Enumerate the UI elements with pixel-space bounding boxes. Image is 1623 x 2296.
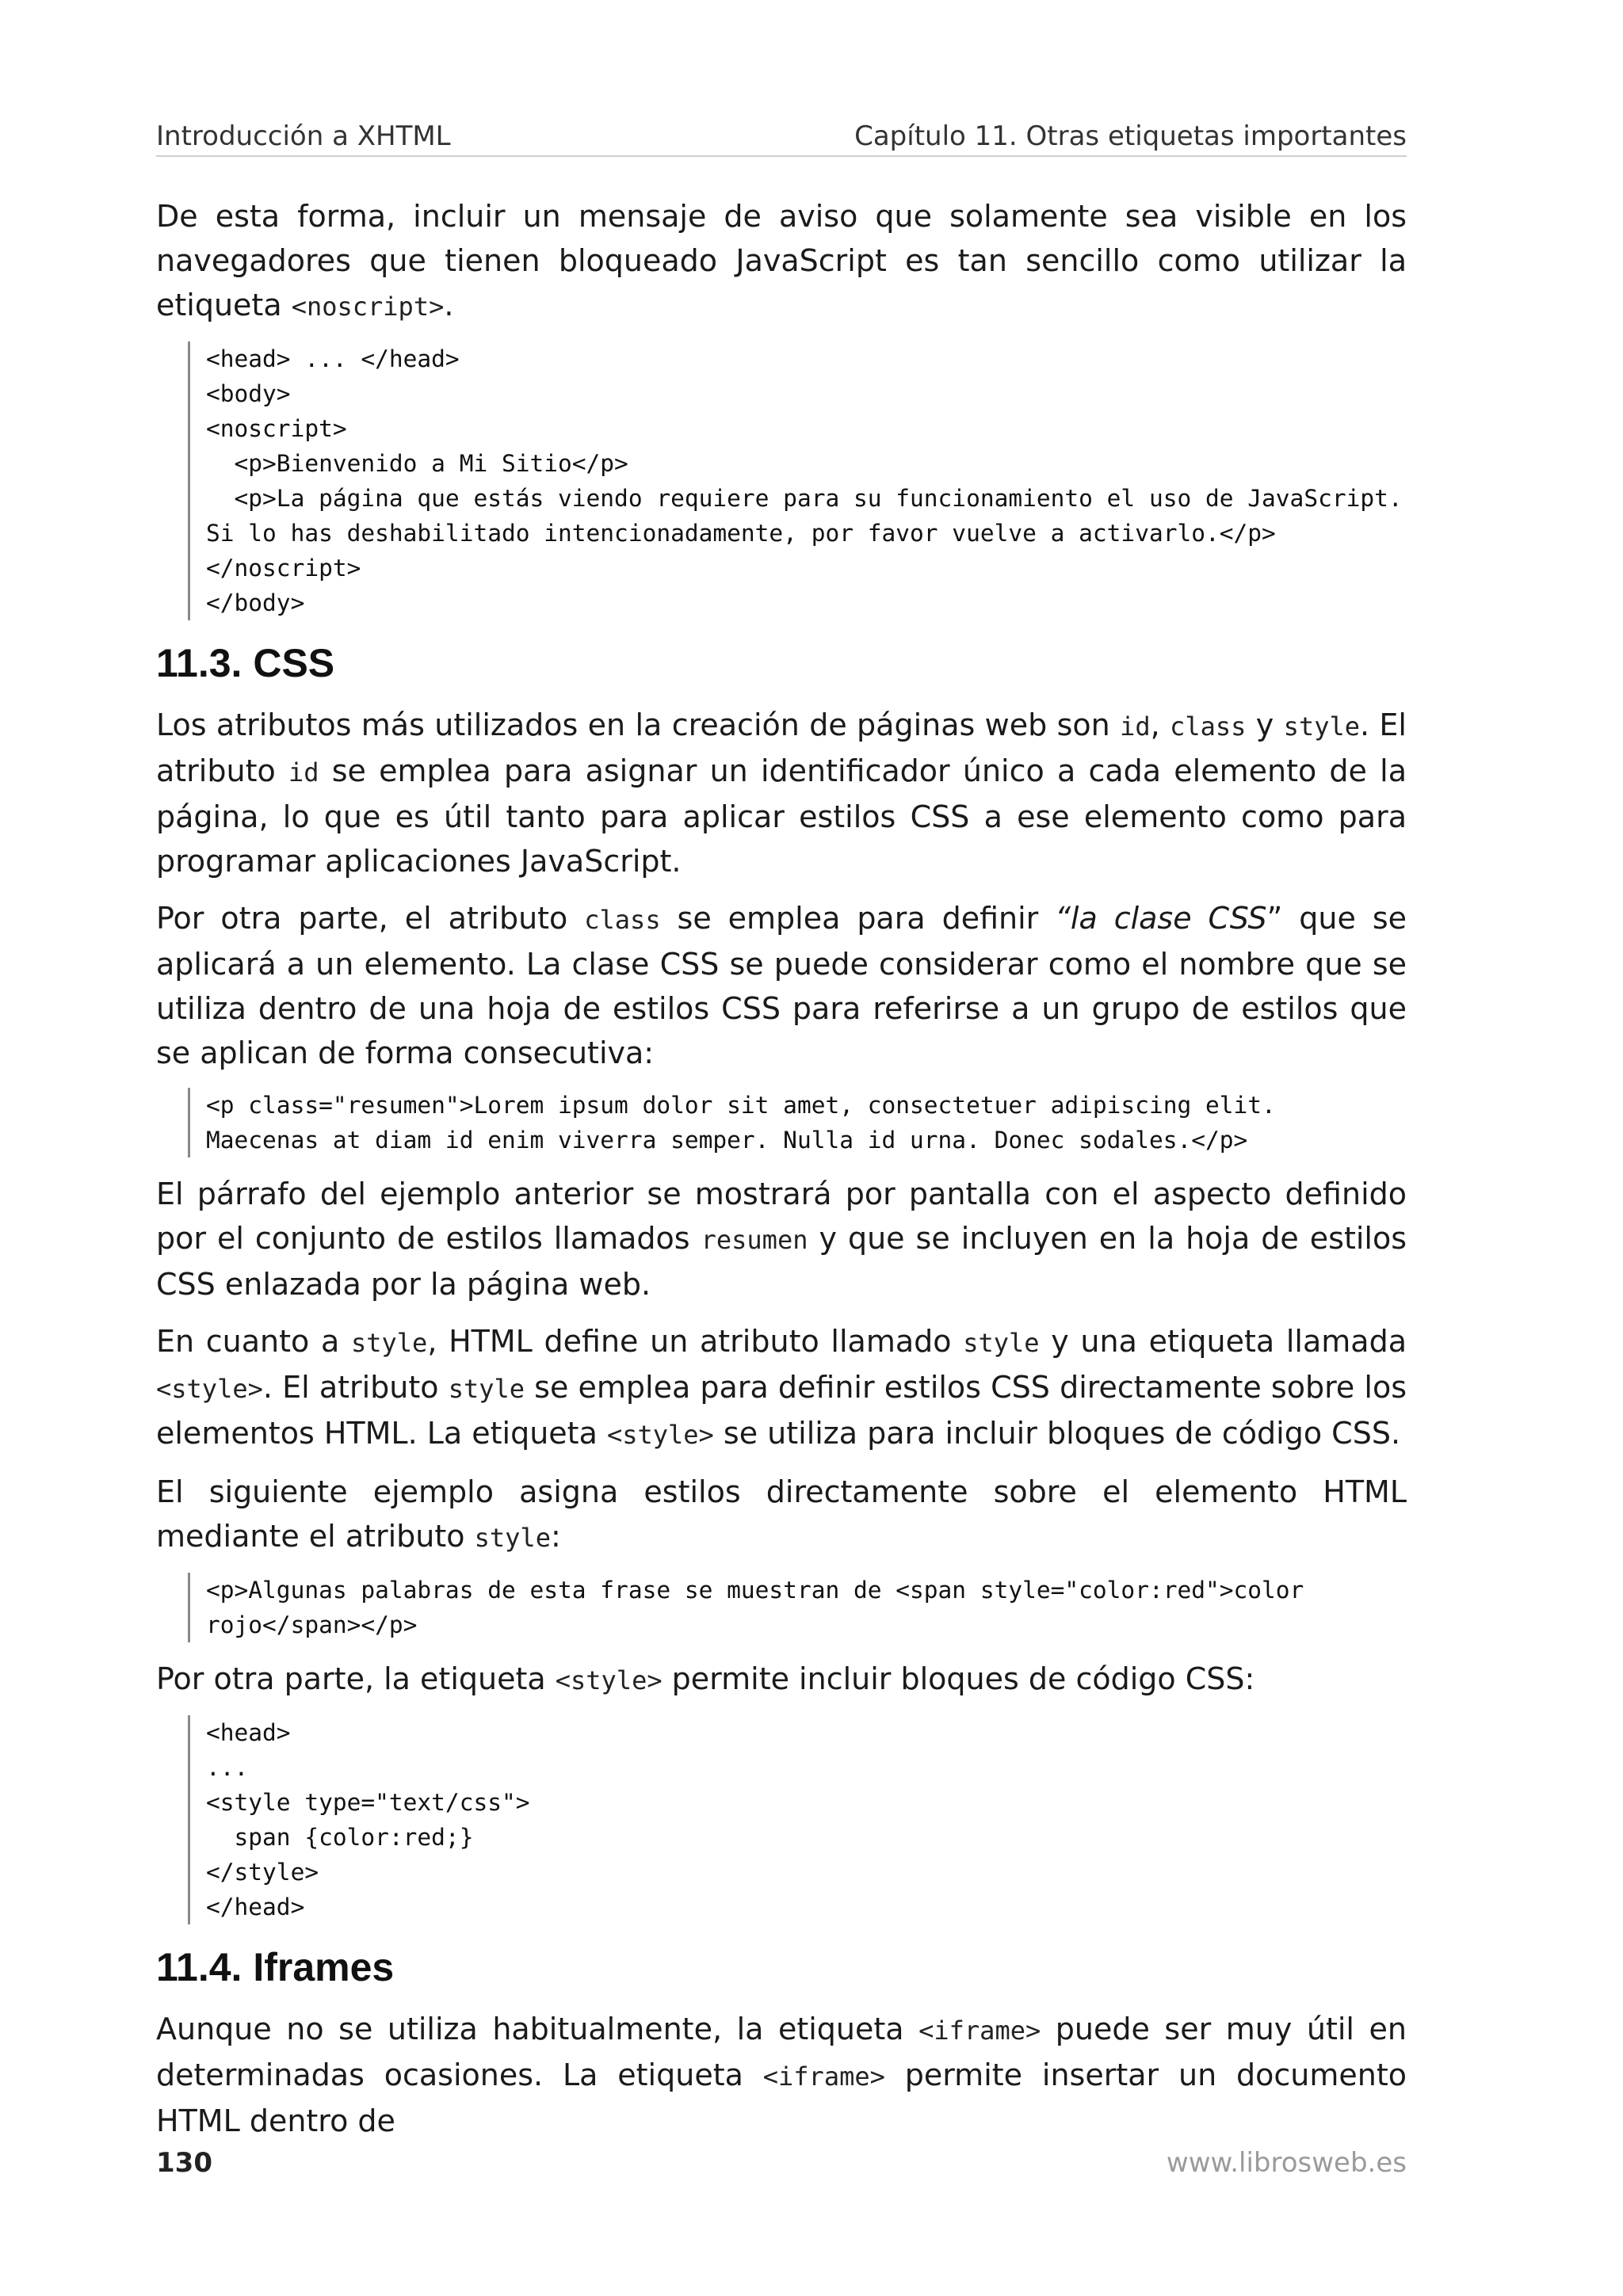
css-paragraph-2 [156, 896, 1407, 1075]
emphasis: “la clase CSS [1055, 901, 1267, 936]
text: Aunque no se utiliza habitualmente, la etiqueta [156, 2012, 919, 2046]
text: se emplea para asignar un identificador único a cada elemento de la página, lo que es útil tanto para aplicar estilos CSS a ese elemento como para programar aplicaciones JavaScript. [156, 753, 1407, 879]
inline-code: id [288, 757, 319, 788]
text: El párrafo del ejemplo anterior se mostrará por pantalla con el aspecto definido por el conjunto de estilos llamados [156, 1177, 1407, 1256]
text: . El atributo [156, 707, 1407, 788]
text: Por otra parte, el atributo [156, 901, 585, 936]
page-footer [156, 2147, 1407, 2187]
text: puede ser muy útil en determinadas ocasiones. La etiqueta [156, 2012, 1407, 2092]
css-paragraph-4 [156, 1319, 1407, 1457]
text: En cuanto a [156, 1324, 351, 1359]
code-block-noscript: <head> ... </head> <body> <noscript> <p>Bienvenido a Mi Sitio</p> <p>La página que estás viendo requiere para su funcionamiento el uso de JavaScript. Si lo has deshabilitado intencionadamente, por favor vuelve a activarlo.</p> </noscript> </body> [188, 341, 1407, 620]
text: , HTML define un atributo llamado [427, 1324, 964, 1359]
css-paragraph-1 [156, 703, 1407, 883]
css-paragraph-5 [156, 1470, 1407, 1560]
text: se utiliza para incluir bloques de código CSS. [713, 1416, 1401, 1451]
page-number: 130 [156, 2147, 212, 2179]
text: . El atributo [262, 1370, 449, 1405]
inline-code: resumen [701, 1225, 808, 1255]
inline-code: class [584, 905, 661, 935]
section-heading-css: 11.3. CSS [156, 641, 335, 685]
code-block-style-attr: <p>Algunas palabras de esta frase se muestran de <span style="color:red">color rojo</span></p> [188, 1573, 1407, 1642]
book-title: Introducción a XHTML [156, 120, 451, 152]
inline-code: <style> [555, 1665, 663, 1695]
inline-code: <style> [156, 1374, 263, 1404]
text: ” que se aplicará a un elemento. La clase CSS se puede considerar como el nombre que se utiliza dentro de una hoja de estilos CSS para referirse a un grupo de estilos que se aplican de forma consecutiva: [156, 901, 1407, 1070]
code-block-class: <p class="resumen">Lorem ipsum dolor sit amet, consectetuer adipiscing elit. Maecenas at diam id enim viverra semper. Nulla id urna. Donec sodales.</p> [188, 1088, 1407, 1158]
section-heading-iframes: 11.4. Iframes [156, 1945, 395, 1989]
text: Por otra parte, la etiqueta [156, 1661, 556, 1696]
inline-code: <iframe> [918, 2016, 1041, 2046]
text: se emplea para definir estilos CSS directamente sobre los elementos HTML. La etiqueta [156, 1370, 1407, 1451]
iframes-paragraph-1 [156, 2007, 1407, 2143]
css-paragraph-3 [156, 1172, 1407, 1306]
running-header [156, 119, 1407, 157]
text: y que se incluyen en la hoja de estilos CSS enlazada por la página web. [156, 1221, 1407, 1302]
text: permite insertar un documento HTML dentro de [156, 2058, 1407, 2138]
inline-code: style [963, 1328, 1040, 1358]
inline-code: id [1120, 711, 1151, 742]
inline-code: style [474, 1523, 551, 1553]
inline-code: <iframe> [762, 2061, 885, 2092]
inline-code: <noscript> [291, 292, 445, 322]
site-url: www.librosweb.es [1166, 2147, 1407, 2179]
inline-code: style [448, 1374, 525, 1404]
text: y una etiqueta llamada [1039, 1324, 1407, 1359]
inline-code: style [1283, 711, 1360, 742]
inline-code: style [350, 1328, 428, 1358]
text: permite incluir bloques de código CSS: [662, 1661, 1255, 1696]
text: Los atributos más utilizados en la creación de páginas web son [156, 707, 1121, 742]
text: : [550, 1519, 561, 1554]
inline-code: class [1170, 711, 1247, 742]
text: se emplea para definir [660, 901, 1056, 936]
text: El siguiente ejemplo asigna estilos directamente sobre el elemento HTML mediante el atributo [156, 1474, 1407, 1554]
inline-code: <style> [606, 1420, 714, 1450]
code-block-style-tag: <head> ... <style type="text/css"> span {color:red;} </style> </head> [188, 1715, 1407, 1924]
intro-paragraph [156, 194, 1407, 329]
text: , [1150, 707, 1170, 742]
page-content [156, 194, 1407, 2156]
css-paragraph-6 [156, 1657, 1407, 1703]
chapter-title: Capítulo 11. Otras etiquetas importantes [854, 120, 1407, 152]
intro-text: De esta forma, incluir un mensaje de aviso que solamente sea visible en los navegadores que tienen bloqueado JavaScript es tan sencillo como utilizar la etiqueta [156, 199, 1407, 322]
intro-end: . [444, 288, 454, 322]
text: y [1246, 707, 1284, 742]
